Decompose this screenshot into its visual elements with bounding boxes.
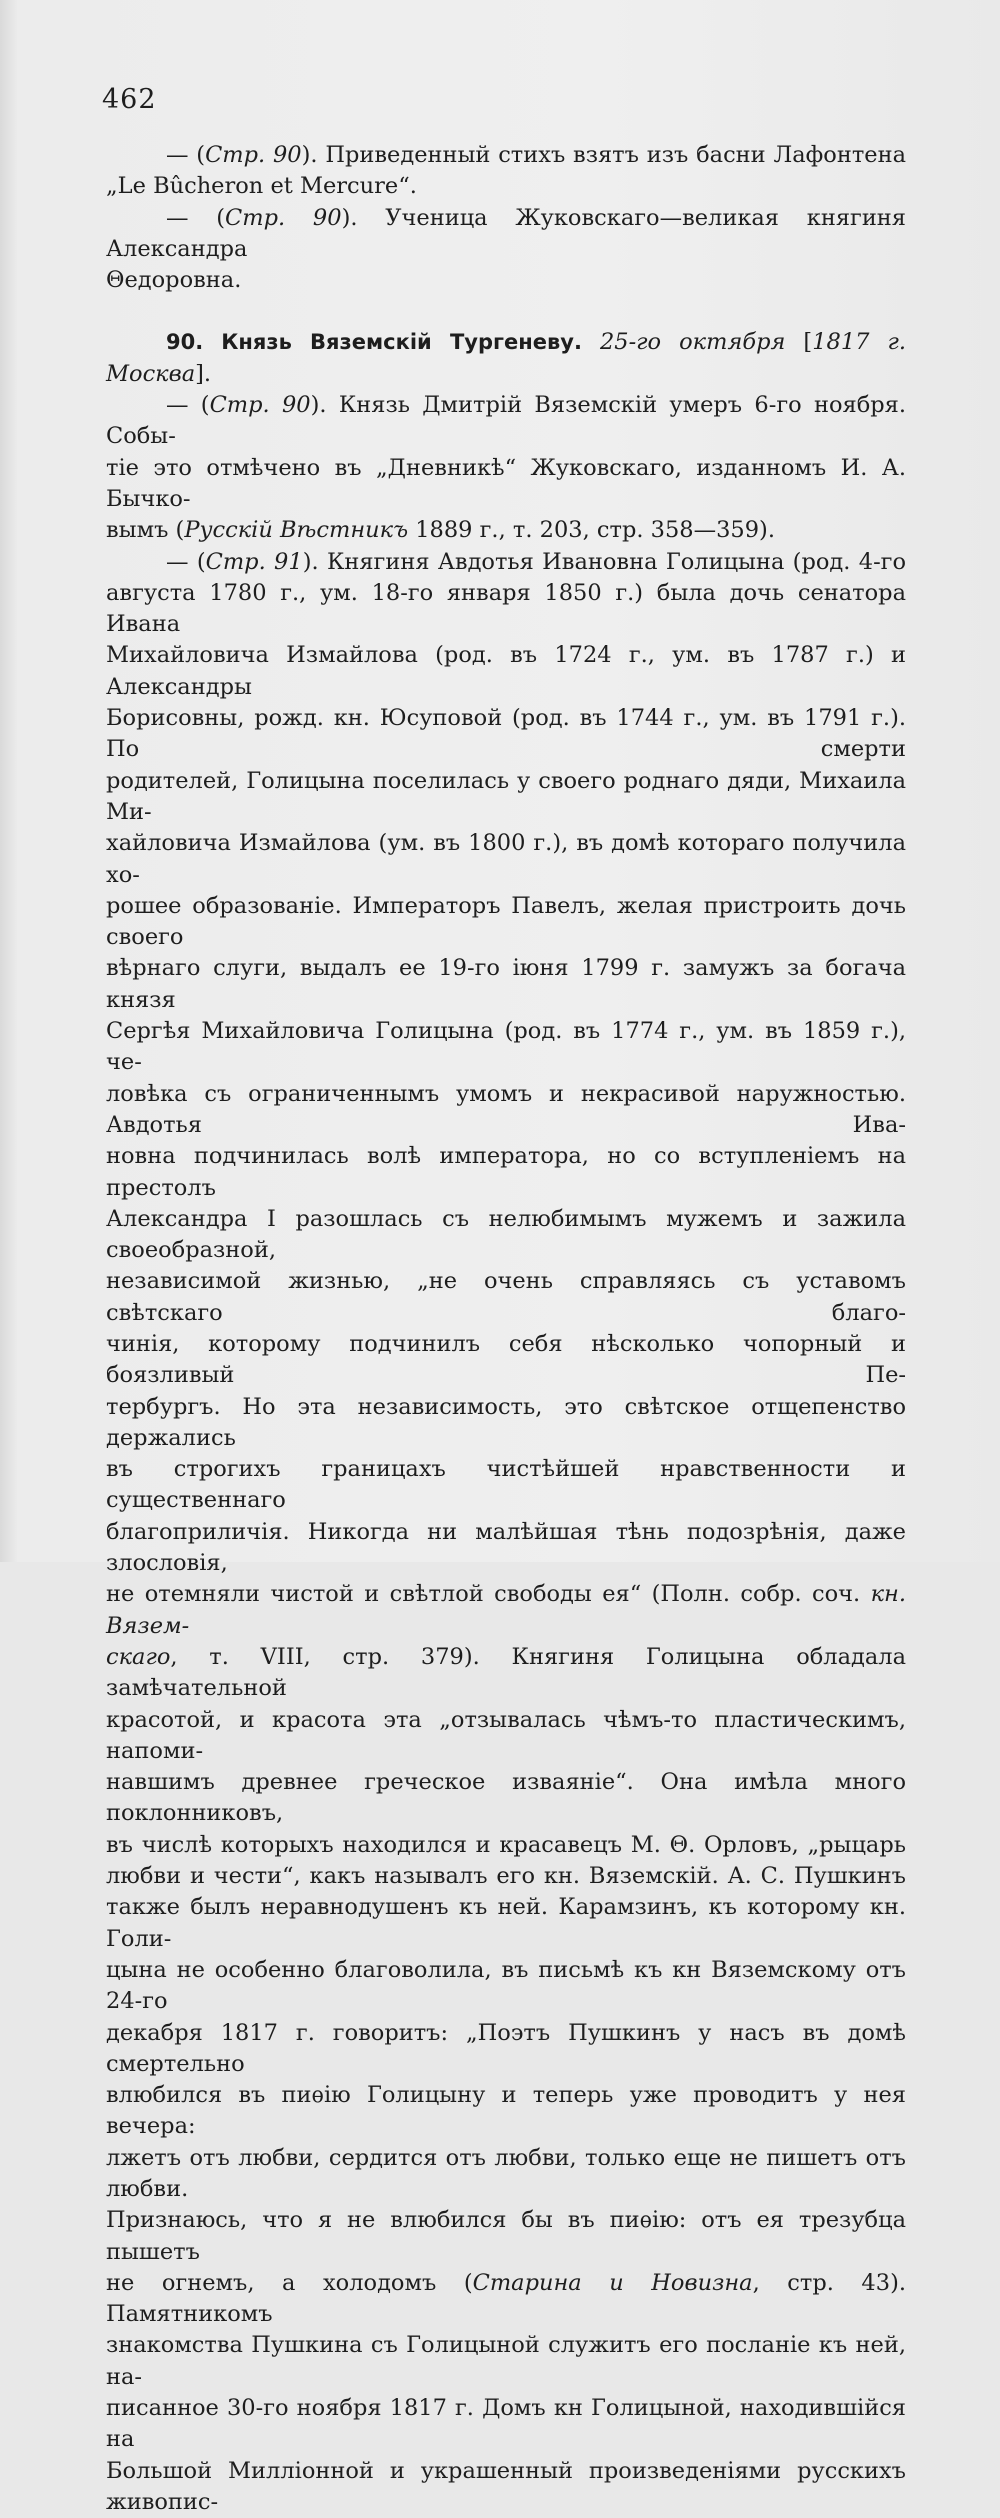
body-line	[106, 828, 906, 891]
body-line	[106, 1079, 906, 1142]
body-line	[106, 2456, 906, 2518]
line-text: знакомства Пушкина съ Голицыной служитъ его посланіе къ ней, на-	[106, 2332, 906, 2390]
body-line	[106, 578, 906, 641]
line-text: Александра I разошлась съ нелюбимымъ мужемъ и зажила своеобразной,	[106, 1205, 906, 1264]
line-text: цына не особенно благоволила, въ письмѣ къ кн Вяземскому отъ 24-го	[106, 1956, 906, 2015]
note-text: Θедоровна.	[106, 267, 242, 294]
line-text: красотой, и красота эта „отзывалась чѣмъ-то пластическимъ, напоми-	[106, 1706, 906, 1764]
note-text: „Le Bûcheron et Mercure“.	[106, 173, 417, 200]
note-text: тіе это отмѣчено въ „Дневникѣ“ Жуковскаго, изданномъ И. А. Бычко-	[106, 454, 906, 512]
body-line	[106, 1830, 906, 1861]
line-text: вѣрнаго слуги, выдалъ ее 19-го іюня 1799 г. замужъ за богача князя	[106, 955, 906, 1013]
letter-date: 25-го октября	[599, 329, 786, 356]
note-paragraph-2: — (Стр. 90). Ученица Жуковскаго—великая княгиня Александра	[106, 204, 906, 262]
line-text: новна подчинилась волѣ императора, но со вступленіемъ на престолъ	[106, 1143, 906, 1201]
body-line	[106, 1141, 906, 1204]
letter-title: Князь Вяземскій Тургеневу.	[221, 330, 582, 355]
note-text: Ученица Жуковскаго—великая княгиня Александра	[106, 204, 906, 262]
body-line	[106, 891, 906, 954]
italic-source: скаго	[106, 1643, 171, 1670]
note-paragraph-3: — (Стр. 90). Князь Дмитрій Вяземскій умеръ 6-го ноября. Собы-	[106, 392, 906, 450]
text-column	[106, 140, 906, 2518]
line-text: влюбился въ пиѳію Голицыну и теперь уже проводитъ у нея вечера:	[106, 2082, 906, 2140]
body-line	[106, 1266, 906, 1329]
note-paragraph-3-line-2	[106, 453, 906, 516]
line-text: не огнемъ, а холодомъ (	[106, 2269, 473, 2296]
letter-number: 90.	[166, 330, 204, 355]
body-line	[106, 1392, 906, 1455]
line-text: Признаюсь, что я не влюбился бы въ пиѳію: отъ ея трезубца пышетъ	[106, 2207, 906, 2265]
body-line	[106, 640, 906, 703]
body-line	[106, 2080, 906, 2143]
line-text: не отемняли чистой и свѣтлой свободы ея“ (Полн. собр. соч.	[106, 1581, 871, 1608]
note-paragraph-1: — (Стр. 90). Приведенный стихъ взятъ изъ басни Лафонтена	[166, 142, 906, 168]
body-line	[106, 1016, 906, 1079]
body-line	[106, 2330, 906, 2393]
body-line	[106, 1454, 906, 1517]
line-text: тербургъ. Но эта независимость, это свѣтское отщепенство держались	[106, 1393, 906, 1451]
line-text: рошее образованіе. Императоръ Павелъ, желая пристроить дочь своего	[106, 892, 906, 951]
page-reference: Стр. 90	[209, 392, 311, 419]
body-line	[106, 1892, 906, 1955]
note-text: 1889 г., т. 203, стр. 358—359).	[408, 517, 775, 544]
line-text: чинія, которому подчинилъ себя нѣсколько чопорный и боязливый Пе-	[106, 1330, 906, 1389]
page-reference: Стр. 91	[205, 548, 303, 575]
note-text: Княгиня Авдотья Ивановна Голицына (род. 4-го	[326, 548, 906, 575]
body-line	[106, 1861, 906, 1892]
line-text: независимой жизнью, „не очень справляясь съ уставомъ свѣтскаго благо-	[106, 1268, 906, 1326]
page-number: 462	[102, 84, 157, 115]
note-paragraph-2-cont	[106, 265, 906, 296]
body-line	[106, 1767, 906, 1830]
line-text: декабря 1817 г. говоритъ: „Поэтъ Пушкинъ у насъ въ домѣ смертельно	[106, 2019, 906, 2077]
note-paragraph-1-cont	[106, 171, 906, 202]
note-text: Приведенный стихъ взятъ изъ басни Лафонтена	[325, 142, 906, 168]
body-line	[106, 1705, 906, 1768]
italic-source: кн. Вязем-	[106, 1581, 906, 1639]
body-line	[106, 766, 906, 829]
line-text: хайловича Измайлова (ум. въ 1800 г.), въ домѣ котораго получила хо-	[106, 830, 906, 888]
line-text: писанное 30-го ноября 1817 г. Домъ кн Голицыной, находившійся на	[106, 2395, 906, 2453]
body-line	[106, 1955, 906, 2018]
letter-place: 1817 г. Москва	[106, 329, 906, 387]
body-line	[106, 1329, 906, 1392]
line-text: Большой Милліонной и украшенный произведеніями русскихъ живопис-	[106, 2457, 906, 2515]
line-text: Борисовны, рожд. кн. Юсуповой (род. въ 1744 г., ум. въ 1791 г.). По смерти	[106, 705, 906, 763]
line-text: Сергѣя Михайловича Голицына (род. въ 1774 г., ум. въ 1859 г.), че-	[106, 1018, 906, 1076]
journal-title: Русскій Вѣстникъ	[184, 517, 409, 544]
line-text: въ числѣ которыхъ находился и красавецъ М. Θ. Орловъ, „рыцарь	[106, 1831, 906, 1858]
body-line	[106, 2205, 906, 2268]
note-paragraph-4: — (Стр. 91). Княгиня Авдотья Ивановна Голицына (род. 4-го	[166, 548, 906, 575]
body-line	[106, 953, 906, 1016]
note-paragraph-3-line-3	[106, 515, 906, 546]
line-text: навшимъ древнее греческое изваяніе“. Она имѣла много поклонниковъ,	[106, 1769, 906, 1827]
body-line	[106, 1642, 906, 1705]
italic-source: Старина и Новизна	[472, 2269, 753, 2296]
body-line	[106, 2143, 906, 2206]
line-text: лжетъ отъ любви, сердится отъ любви, только еще не пишетъ отъ любви.	[106, 2144, 906, 2202]
line-text: Михайловича Измайлова (род. въ 1724 г., ум. въ 1787 г.) и Александры	[106, 642, 906, 700]
line-text: , т. VIII, стр. 379). Княгиня Голицына обладала замѣчательной	[106, 1643, 906, 1702]
body-line	[106, 1517, 906, 1580]
note-text: Князь Дмитрій Вяземскій умеръ 6-го ноября. Собы-	[106, 392, 906, 450]
body-line	[106, 1204, 906, 1267]
section-gap	[106, 296, 906, 327]
body-line	[106, 2393, 906, 2456]
line-text: въ строгихъ границахъ чистѣйшей нравственности и существеннаго	[106, 1456, 906, 1514]
line-text: родителей, Голицына поселилась у своего роднаго дяди, Михаила Ми-	[106, 767, 906, 825]
page-reference: Стр. 90	[225, 204, 342, 231]
body-line	[106, 703, 906, 766]
body-line	[106, 2268, 906, 2331]
line-text: августа 1780 г., ум. 18-го января 1850 г.) была дочь сенатора Ивана	[106, 579, 906, 638]
letter-heading: 90. Князь Вяземскій Тургеневу. 25-го октября [1817 г. Москва].	[106, 329, 906, 387]
line-text: любви и чести“, какъ называлъ его кн. Вяземскій. А. С. Пушкинъ	[106, 1863, 906, 1890]
line-text: благоприличія. Никогда ни малѣйшая тѣнь подозрѣнія, даже злословія,	[106, 1518, 906, 1577]
line-text: также былъ неравнодушенъ къ ней. Карамзинъ, къ которому кн. Голи-	[106, 1894, 906, 1952]
note-text: вымъ (	[106, 517, 185, 544]
line-text: , стр. 43). Памятникомъ	[106, 2269, 906, 2328]
body-line	[106, 1579, 906, 1642]
body-line	[106, 2018, 906, 2081]
page-reference: Стр. 90	[205, 142, 302, 168]
line-text: ловѣка съ ограниченнымъ умомъ и некрасивой наружностью. Авдотья Ива-	[106, 1080, 906, 1138]
